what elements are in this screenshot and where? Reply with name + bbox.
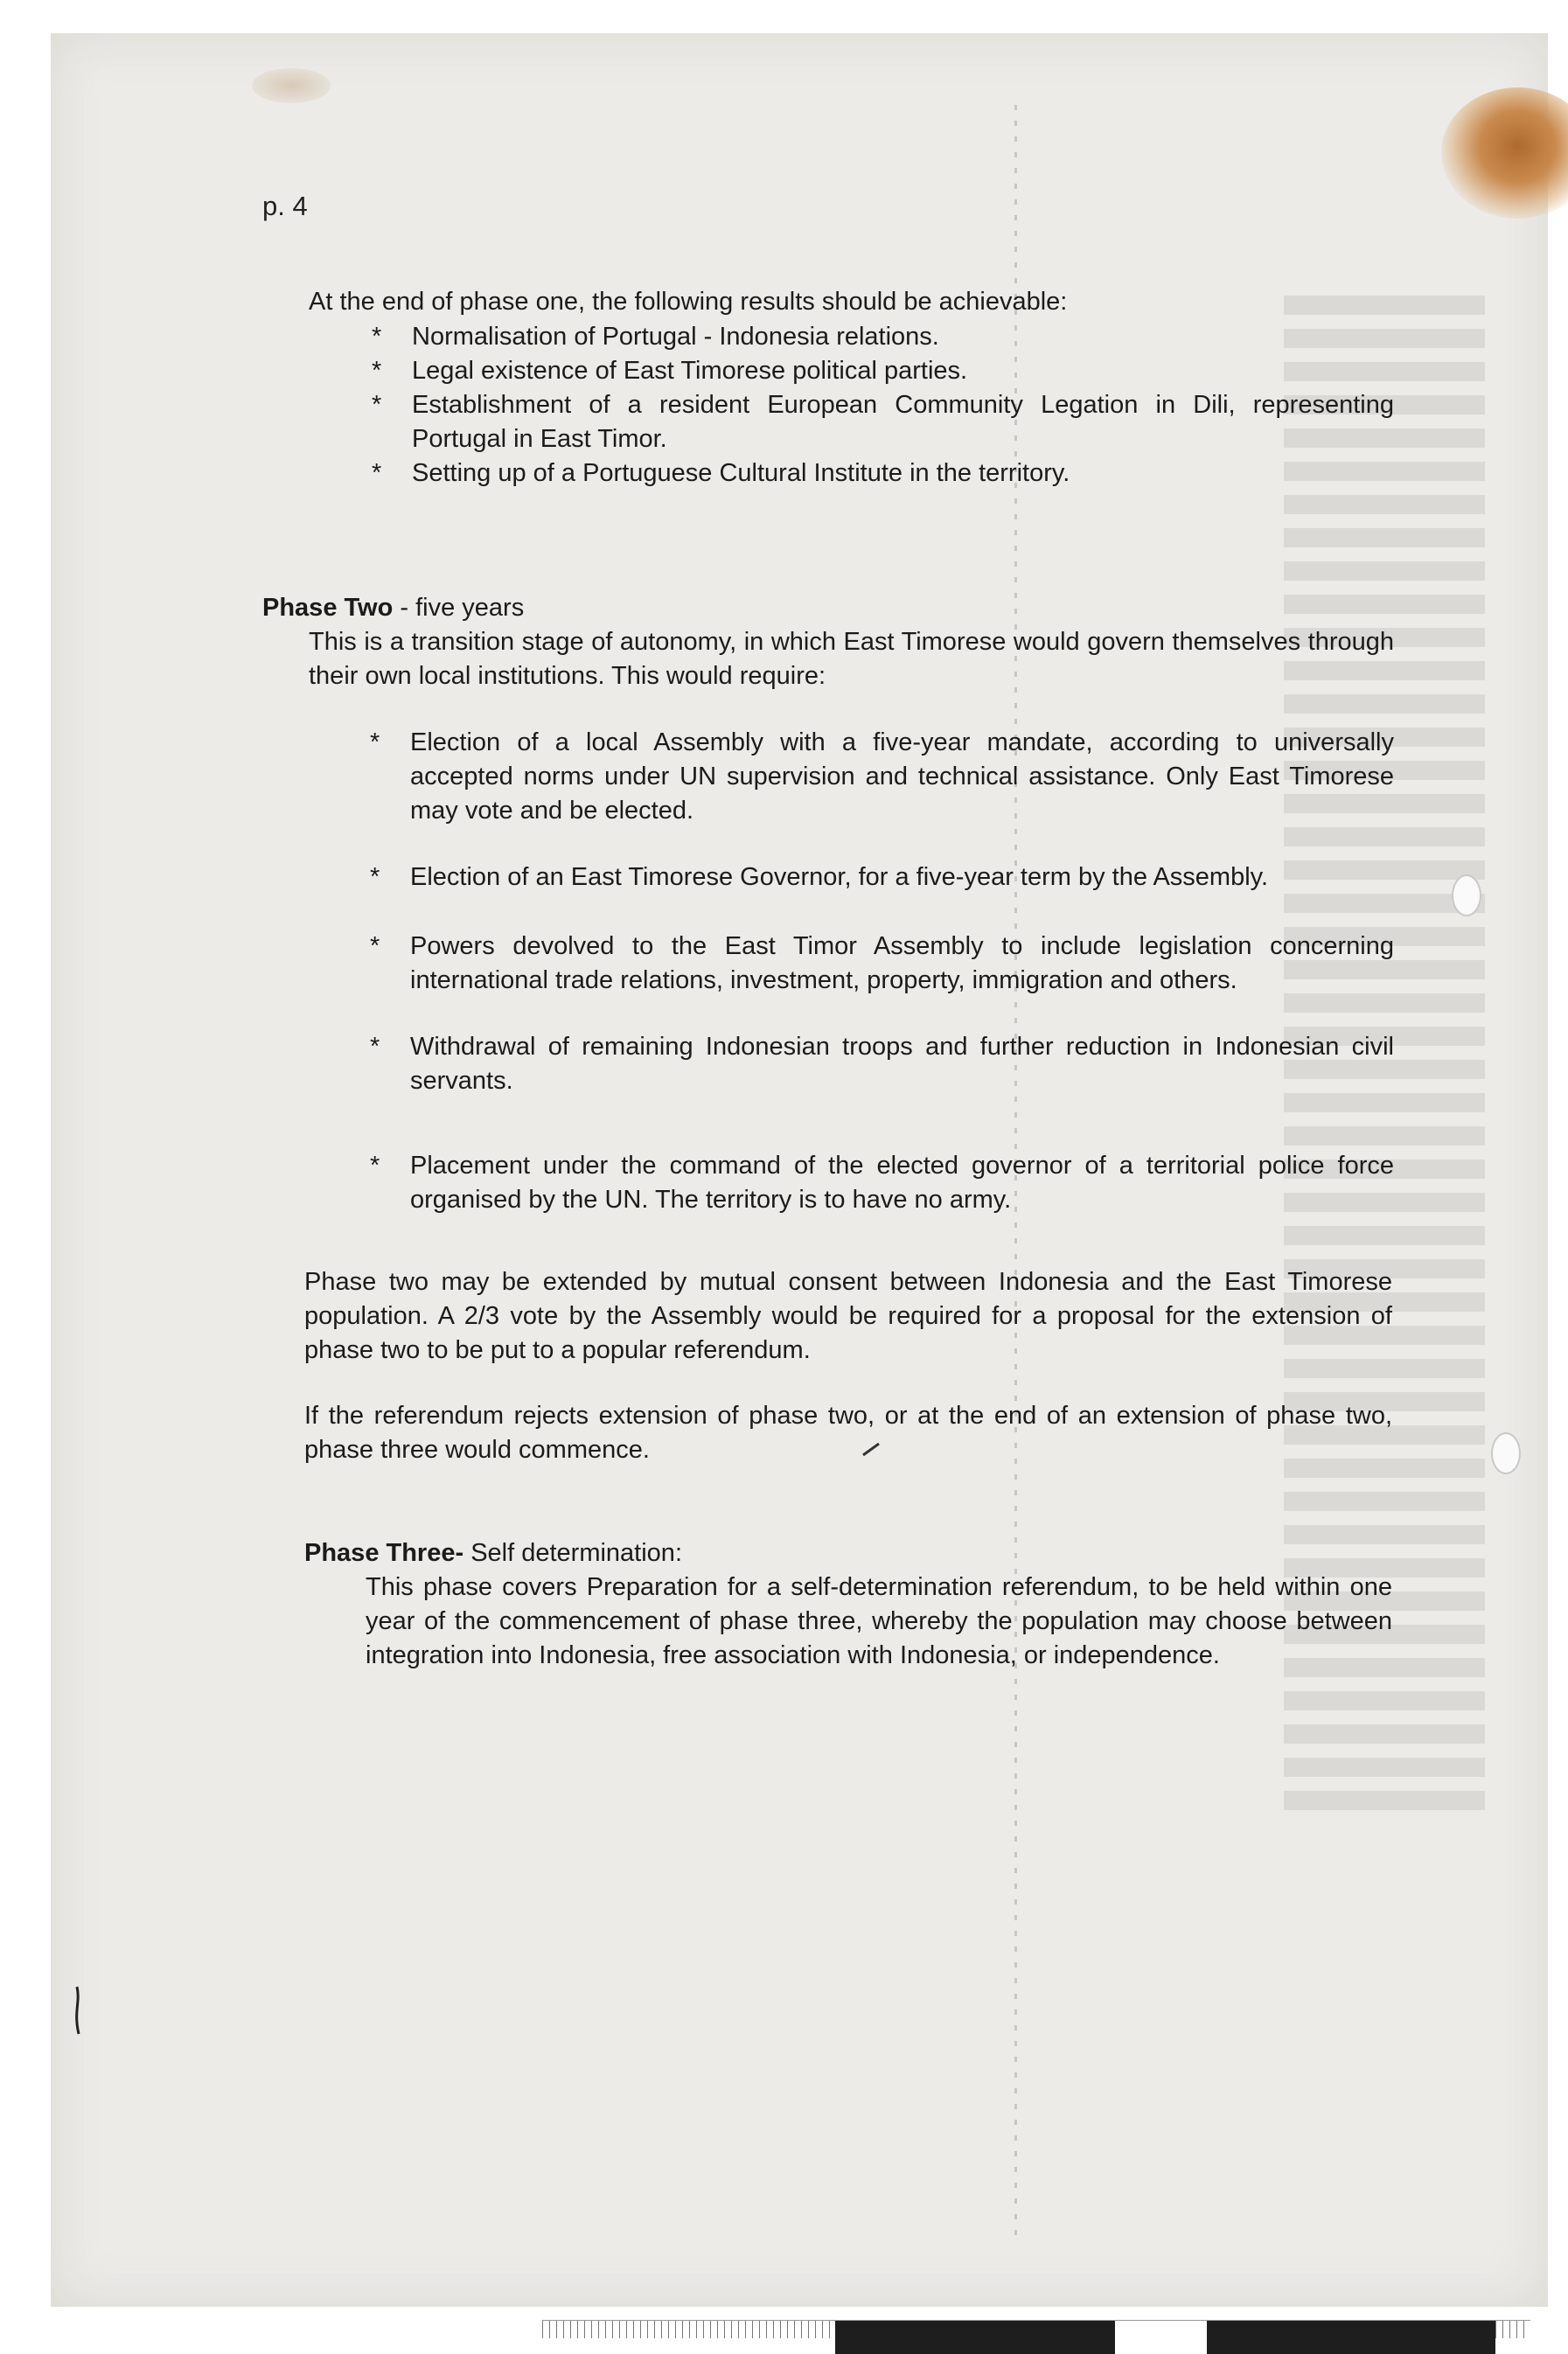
scale-ruler [542,2320,1530,2354]
bullet-star: * [372,357,382,385]
phase-three-description: This phase covers Preparation for a self-determination referendum, to be held within one year of the commencement of phase three, whereby the population may choose between integration into Indonesia, free association with Indonesia, or independence. [366,1573,1392,1669]
list-item-text: Setting up of a Portuguese Cultural Institute in the territory. [412,459,1070,487]
ruler-ticks [1495,2321,1530,2338]
phase-two-requirements-list [370,726,1394,1217]
list-item [372,320,1394,354]
list-item-text: Election of an East Timorese Governor, for a five-year term by the Assembly. [410,863,1269,891]
rust-stain [1441,87,1568,219]
list-item [372,456,1394,491]
margin-mark-icon [72,1985,84,2037]
phase-one-intro: At the end of phase one, the following results should be achievable: [309,288,1068,316]
bullet-star: * [372,323,382,351]
list-item-text: Powers devolved to the East Timor Assembly to include legislation concerning international trade relations, investment, property, immigration and others. [410,932,1394,994]
page-number: p. 4 [262,191,308,221]
list-item [372,388,1394,456]
phase-two-subtitle: - five years [393,594,525,622]
bullet-star: * [370,1152,380,1180]
faint-stain [252,68,331,103]
list-item [370,1149,1394,1217]
list-item [370,860,1394,895]
bullet-star: * [370,1033,380,1061]
ruler-black-block [1207,2321,1495,2354]
list-item-text: Normalisation of Portugal - Indonesia relations. [412,323,939,351]
list-item [370,726,1394,828]
list-item [372,354,1394,388]
phase-three-subtitle: Self determination: [463,1539,682,1567]
phase-two-heading-line [262,591,524,625]
bullet-star: * [370,932,380,960]
punch-hole [1452,874,1481,916]
list-item-text: Placement under the command of the elected governor of a territorial police force organised by the UN. The territory is to have no army. [410,1152,1394,1214]
phase-two-extension-paragraph: Phase two may be extended by mutual consent between Indonesia and the East Timorese population. A 2/3 vote by the Assembly would be required for a proposal for the extension of phase two to be put to a popular referendum. [304,1268,1392,1364]
punch-hole [1491,1432,1521,1474]
list-item [370,930,1394,998]
phase-three-heading: Phase Three- [304,1539,464,1567]
bullet-star: * [370,863,380,891]
list-item [370,1030,1394,1098]
check-mark-icon [861,1441,882,1459]
list-item-text: Establishment of a resident European Community Legation in Dili, representing Portugal in East Timor. [412,391,1394,453]
phase-two-heading: Phase Two [262,594,394,622]
bullet-star: * [370,728,380,756]
ruler-black-block [835,2321,1115,2354]
phase-three-heading-line [304,1536,682,1570]
ruler-ticks [542,2321,835,2338]
referendum-paragraph: If the referendum rejects extension of phase two, or at the end of an extension of phase two, phase three would commence. [304,1402,1392,1464]
list-item-text: Election of a local Assembly with a five-year mandate, according to universally accepted norms under UN supervision and technical assistance. Only East Timorese may vote and be elected. [410,728,1394,825]
phase-two-description: This is a transition stage of autonomy, in which East Timorese would govern themselves through their own local institutions. This would require: [309,628,1394,690]
phase-one-results-list [372,320,1394,491]
list-item-text: Legal existence of East Timorese political parties. [412,357,968,385]
list-item-text: Withdrawal of remaining Indonesian troops and further reduction in Indonesian civil servants. [410,1033,1394,1095]
bullet-star: * [372,391,382,419]
bullet-star: * [372,459,382,487]
